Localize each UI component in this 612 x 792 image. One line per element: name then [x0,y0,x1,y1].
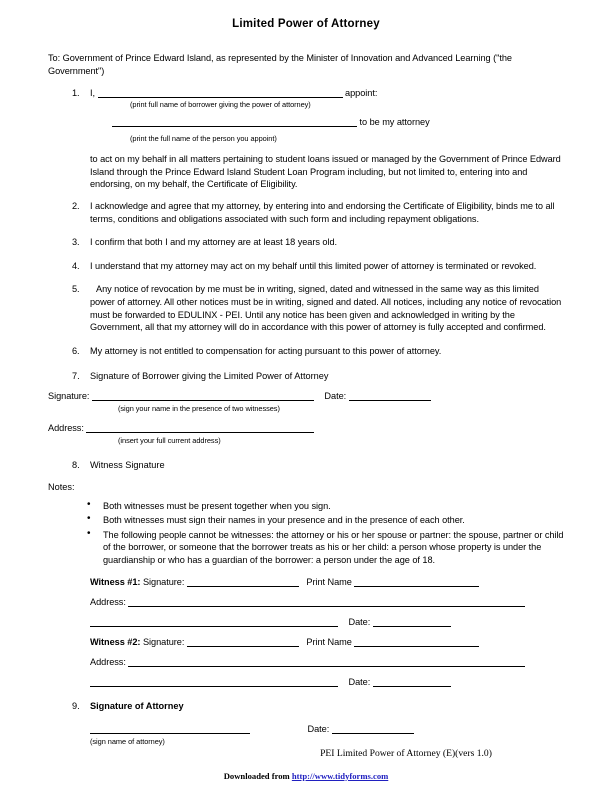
download-url-link[interactable]: http://www.tidyforms.com [291,771,389,781]
intro-paragraph: To: Government of Prince Edward Island, as represented by the Minister of Innovation and Advanced Learning ("the Government") [48,53,512,76]
notes-label: Notes: [48,481,75,492]
attorney-date-field[interactable] [332,733,414,734]
borrower-name-hint: (print full name of borrower giving the power of attorney) [130,100,311,110]
witness-1-print-name-field[interactable] [354,586,479,587]
list-item: • Both witnesses must be present together when you sign. [48,500,564,513]
witness-2-print-name-field[interactable] [354,646,479,647]
witness-1-signature-row [90,576,564,589]
clause-number: 3. [72,237,80,248]
clause-5-body: Any notice of revocation by me must be in writing, signed, dated and witnessed in the same way as this limited power of attorney. All other notices must be in writing, signed and dated. All notices, including any notice of revocation must be forwarded to EDULINX - PEI. Until any notice has been given and acknowledged in writing by the Government, all that my attorney will do in accordance with this power of attorney is fully accepted and confirmed. [90,284,562,333]
appoint-label: appoint: [345,88,378,99]
section-number: 9. [72,701,80,712]
form-code-footer: PEI Limited Power of Attorney (E)(vers 1.0) [320,748,492,759]
borrower-date-field[interactable] [349,400,431,401]
signature-label: Signature: [142,637,185,648]
attorney-signature-field[interactable] [90,733,250,734]
clause-number: 5. [72,284,80,295]
attorney-name-line [112,116,564,129]
clause-1-body: to act on my behalf in all matters pertaining to student loans issued or managed by the Government of Prince Edward Island through the Prince Edward Island Student Loan Program including, but not limited to, entering into and endorsing, on my behalf, the Certificate of Eligibility. [90,154,561,190]
witness-2-block [90,636,564,689]
witness-1-signature-field[interactable] [187,586,299,587]
clause-item-5 [48,283,564,333]
witness-2-signature-field[interactable] [187,646,299,647]
borrower-address-field[interactable] [86,432,314,433]
section-number: 7. [72,371,80,382]
appoint-lead: I, [90,88,96,99]
witness-2-date-field[interactable] [373,686,451,687]
section-8-title: Witness Signature [90,459,165,470]
section-8-heading [48,459,564,472]
print-name-label: Print Name [306,637,352,648]
witness-1-address-field-2[interactable] [90,626,338,627]
borrower-signature-field[interactable] [92,400,314,401]
witness-2-address-field[interactable] [128,666,525,667]
borrower-address-hint: (insert your full current address) [118,435,221,445]
witness-1-block [90,576,564,629]
date-label: Date: [348,617,371,628]
borrower-signature-row [48,390,564,403]
download-footer [0,771,612,781]
clause-item-4 [48,260,564,273]
signature-label: Signature: [142,577,185,588]
witness-1-label: Witness #1: [90,577,141,588]
witness-2-address-date-row [90,676,564,689]
clause-item-2 [48,200,564,225]
section-7-heading [48,370,564,383]
section-9-heading [48,700,564,713]
page-title: Limited Power of Attorney [232,18,380,30]
witness-2-signature-row [90,636,564,649]
print-name-label: Print Name [306,577,352,588]
clause-number: 4. [72,260,80,271]
witness-2-address-row [90,656,564,669]
witness-2-address-field-2[interactable] [90,686,338,687]
list-item: • Both witnesses must sign their names in your presence and in the presence of each other. [48,514,564,527]
witness-1-date-field[interactable] [373,626,451,627]
attorney-signature-hint: (sign name of attorney) [90,737,165,747]
signature-label: Signature: [48,390,90,401]
clause-item-6 [48,345,564,358]
witness-1-address-date-row [90,616,564,629]
clause-2-body: I acknowledge and agree that my attorney, by entering into and endorsing the Certificate of Eligibility, binds me to all terms, conditions and obligations associated with such form and including repayment obligations. [90,200,555,224]
clause-number: 6. [72,345,80,356]
clause-number: 1. [72,88,80,99]
clause-item-1 [48,87,564,191]
section-9-title: Signature of Attorney [90,701,184,712]
date-label: Date: [348,677,371,688]
clause-item-3 [48,236,564,249]
witness-2-label: Witness #2: [90,637,141,648]
borrower-signature-hint: (sign your name in the presence of two witnesses) [118,403,280,413]
address-label: Address: [48,422,84,433]
clause-6-body: My attorney is not entitled to compensation for acting pursuant to this power of attorney. [90,345,442,356]
section-7-title: Signature of Borrower giving the Limited Power of Attorney [90,371,329,382]
document-body [48,18,564,747]
clause-3-body: I confirm that both I and my attorney are at least 18 years old. [90,237,338,248]
date-label: Date: [324,390,347,401]
borrower-name-field[interactable] [98,97,343,98]
address-label: Address: [90,657,126,668]
attorney-name-field[interactable] [112,126,357,127]
address-label: Address: [90,597,126,608]
appoint-line [90,87,564,100]
attorney-name-hint: (print the full name of the person you appoint) [130,134,277,144]
borrower-address-row [48,422,564,435]
witness-notes-list [48,500,564,567]
list-item: • The following people cannot be witnesses: the attorney or his or her spouse or partner: the spouse, partner or child of the borrower, or someone that the borrower treats as his or her child: a person whose property is under the guardianship or who has a guardian of the borrower: a person under the age of 18. [48,529,564,567]
download-label: Downloaded from [223,771,290,781]
clause-number: 2. [72,200,80,211]
witness-1-address-row [90,596,564,609]
clause-4-body: I understand that my attorney may act on my behalf until this limited power of attorney is terminated or revoked. [90,260,537,271]
attorney-signature-row [90,723,564,736]
section-number: 8. [72,459,80,470]
witness-1-address-field[interactable] [128,606,525,607]
date-label: Date: [307,724,330,735]
to-be-attorney-label: to be my attorney [359,117,430,128]
